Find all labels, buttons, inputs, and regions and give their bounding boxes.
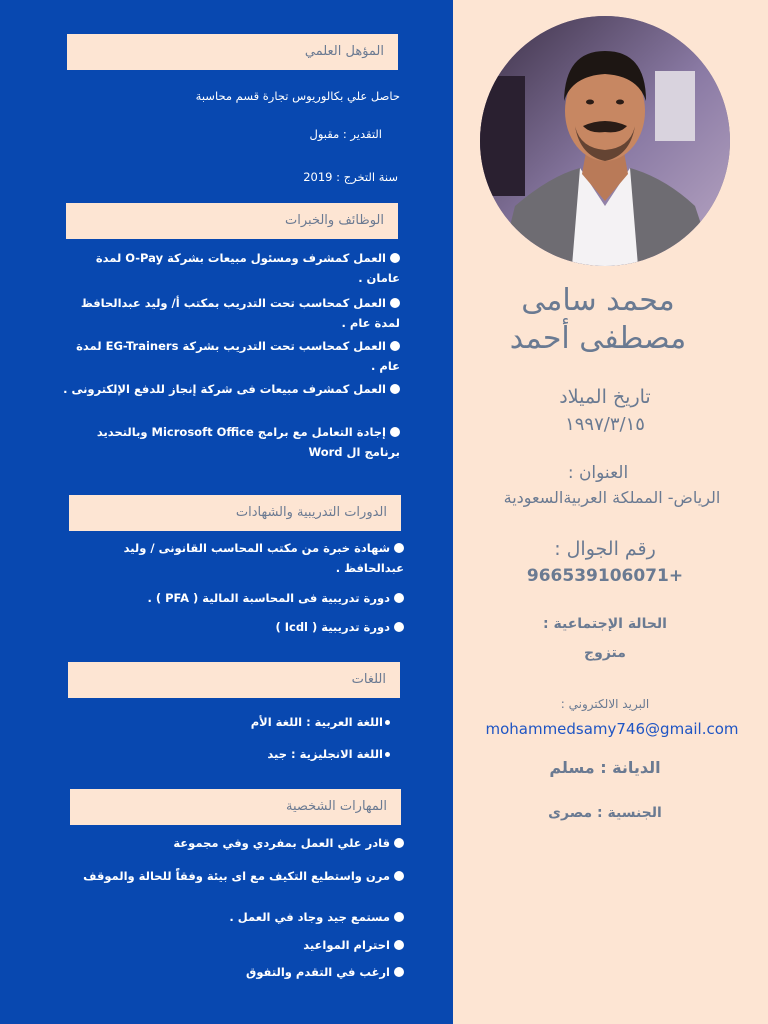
- experience-item: العمل كمشرف ومسئول مبيعات بشركة O-Pay لمدة عامان .: [95, 251, 400, 285]
- course-item: دورة تدريبية ( Icdl ): [60, 617, 404, 637]
- full-name: [470, 282, 726, 358]
- bullet-icon: [394, 543, 404, 553]
- name-line-2: مصطفى أحمد: [509, 321, 687, 356]
- skill-item: ارغب في التقدم والتفوق: [60, 962, 404, 982]
- experience-item: العمل كمحاسب تحت التدريب بمكتب أ/ وليد عبدالحافظ لمدة عام .: [80, 296, 400, 330]
- education-heading-box: [67, 34, 398, 70]
- education-grade: التقدير : مقبول: [309, 127, 382, 141]
- experience-item: إجادة التعامل مع برامج Microsoft Office وبالتحديد برنامج ال Word: [96, 425, 400, 459]
- experience-item: العمل كمحاسب تحت التدريب بشركة EG-Trainers لمدة عام .: [76, 339, 400, 373]
- address-value: الرياض- المملكة العربيةالسعودية: [503, 488, 721, 507]
- language-item: اللغة الانجليزية : جيد: [60, 744, 390, 764]
- bullet-icon: [390, 427, 400, 437]
- phone-label: رقم الجوال :: [554, 538, 656, 560]
- experience-heading: الوظائف والخبرات: [285, 213, 384, 228]
- bullet-icon: [394, 593, 404, 603]
- skill-item: مستمع جيد وجاد في العمل .: [60, 907, 404, 927]
- course-item: دورة تدريبية فى المحاسبة المالية ( PFA ) .: [60, 588, 404, 608]
- profile-photo: [480, 16, 730, 266]
- bullet-icon: [394, 622, 404, 632]
- bullet-icon: [390, 341, 400, 351]
- bullet-icon: [390, 384, 400, 394]
- bullet-icon: [394, 871, 404, 881]
- bullet-icon: [394, 967, 404, 977]
- bullet-icon: [385, 752, 390, 757]
- language-item: اللغة العربية : اللغة الأم: [60, 712, 390, 732]
- bullet-icon: [390, 253, 400, 263]
- skill-item: مرن واستطيع التكيف مع اى بيئة وفقاًً للحالة والموقف: [60, 866, 404, 886]
- languages-heading-box: [68, 662, 400, 698]
- experience-item: العمل كمشرف مبيعات فى شركة إنجاز للدفع الإلكترونى .: [60, 379, 400, 399]
- skill-item: احترام المواعيد: [60, 935, 404, 955]
- birth-date-label: تاريخ الميلاد: [559, 386, 651, 408]
- phone-value: +966539106071: [526, 566, 684, 586]
- email-label: البريد الالكتروني :: [560, 697, 650, 711]
- bullet-icon: [394, 940, 404, 950]
- experience-heading-box: [66, 203, 398, 239]
- bullet-icon: [394, 912, 404, 922]
- education-degree: حاصل علي بكالوريوس تجارة قسم محاسبة: [195, 89, 400, 103]
- address-label: العنوان :: [567, 463, 629, 483]
- courses-heading: الدورات التدريبية والشهادات: [235, 505, 387, 520]
- marital-status-value: متزوج: [584, 645, 626, 661]
- email-value[interactable]: mohammedsamy746@gmail.com: [485, 720, 739, 738]
- courses-heading-box: [69, 495, 401, 531]
- skills-heading: المهارات الشخصية: [285, 799, 387, 814]
- languages-heading: اللغات: [351, 672, 386, 687]
- education-graduation-year: سنة التخرج : 2019: [303, 170, 398, 184]
- religion: الديانة : مسلم: [549, 758, 661, 777]
- education-heading: المؤهل العلمي: [304, 44, 384, 59]
- course-item: شهادة خبرة من مكتب المحاسب القانونى / وليد عبدالحافظ .: [123, 541, 404, 575]
- bullet-icon: [385, 720, 390, 725]
- skills-heading-box: [70, 789, 401, 825]
- name-line-1: محمد سامى: [521, 283, 675, 318]
- nationality: الجنسية : مصرى: [548, 805, 662, 821]
- birth-date-value: ١٩٩٧/٣/١٥: [565, 414, 645, 435]
- bullet-icon: [394, 838, 404, 848]
- marital-status-label: الحالة الإجتماعية :: [543, 616, 667, 632]
- skill-item: قادر علي العمل بمفردي وفي مجموعة: [60, 833, 404, 853]
- bullet-icon: [390, 298, 400, 308]
